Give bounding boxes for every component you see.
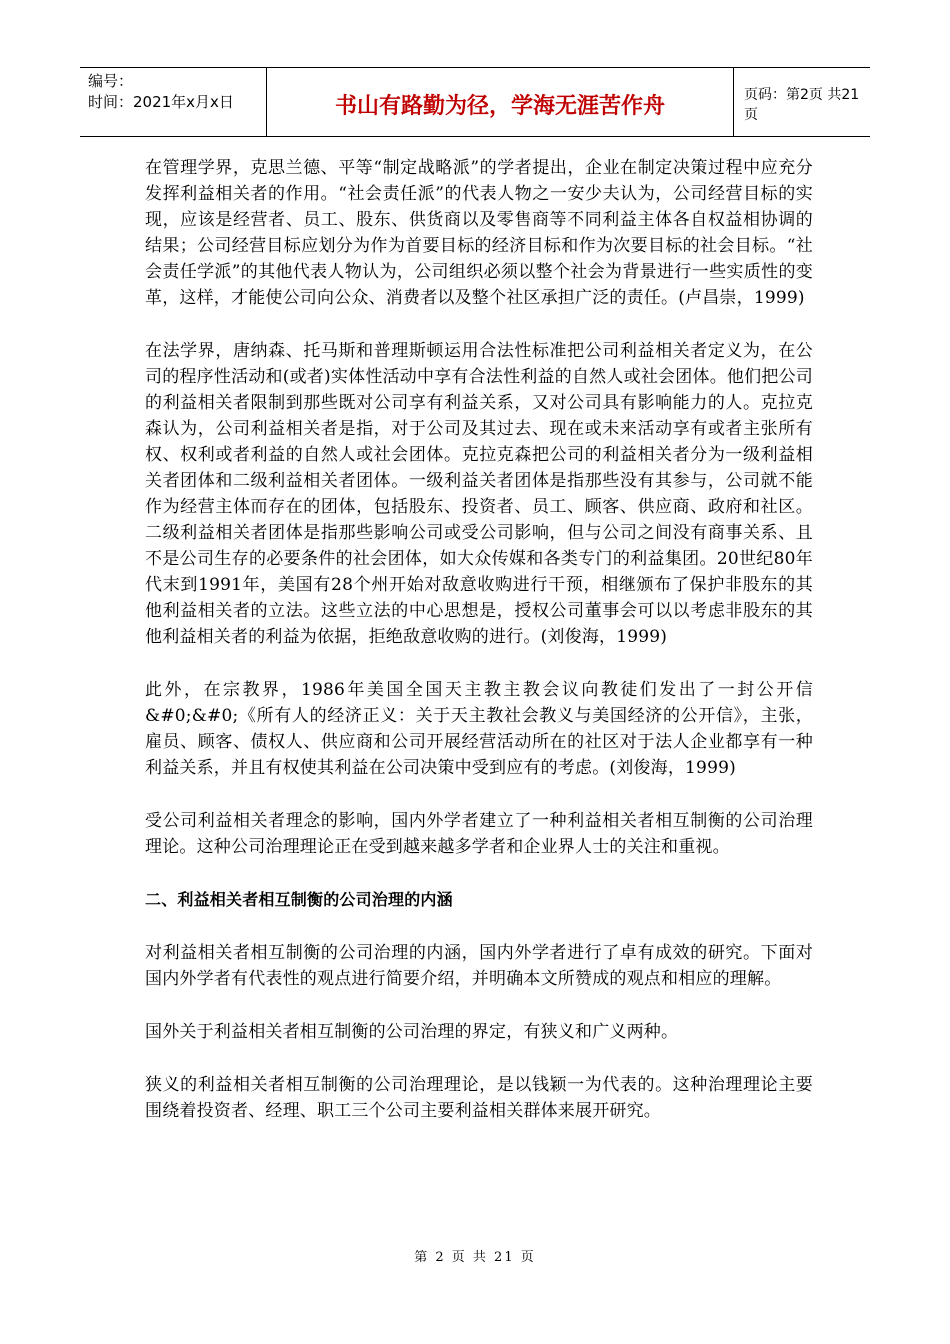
document-body bbox=[145, 155, 813, 1151]
body-paragraph: 在法学界，唐纳森、托马斯和普理斯顿运用合法性标准把公司利益相关者定义为，在公司的程序性活动和(或者)实体性活动中享有合法性利益的自然人或社会团体。他们把公司的利益相关者限制到那些既对公司享有利益关系，又对公司具有影响能力的人。克拉克森认为，公司利益相关者是指，对于公司及其过去、现在或未来活动享有或者主张所有权、权利或者利益的自然人或社会团体。克拉克森把公司的利益相关者分为一级利益相关者团体和二级利益相关者团体。一级利益关者团体是指那些没有其参与，公司就不能作为经营主体而存在的团体，包括股东、投资者、员工、顾客、供应商、政府和社区。二级利益相关者团体是指那些影响公司或受公司影响，但与公司之间没有商事关系、且不是公司生存的必要条件的社会团体，如大众传媒和各类专门的利益集团。20世纪80年代末到1991年，美国有28个州开始对敌意收购进行干预，相继颁布了保护非股东的其他利益相关者的立法。这些立法的中心思想是，授权公司董事会可以以考虑非股东的其他利益相关者的利益为依据，拒绝敌意收购的进行。(刘俊海，1999) bbox=[145, 341, 813, 647]
section-heading: 二、利益相关者相互制衡的公司治理的内涵 bbox=[145, 890, 453, 909]
document-time-label: 时间：2021年x月x日 bbox=[88, 93, 234, 111]
body-paragraph: 受公司利益相关者理念的影响，国内外学者建立了一种利益相关者相互制衡的公司治理理论。这种公司治理理论正在受到越来越多学者和企业界人士的关注和重视。 bbox=[145, 811, 813, 857]
body-paragraph: 狭义的利益相关者相互制衡的公司治理理论，是以钱颖一为代表的。这种治理理论主要围绕着投资者、经理、职工三个公司主要利益相关群体来展开研究。 bbox=[145, 1075, 813, 1121]
document-number-label: 编号： bbox=[88, 72, 134, 90]
body-paragraph: 在管理学界，克思兰德、平等“制定战略派”的学者提出，企业在制定决策过程中应充分发挥利益相关者的作用。“社会责任派”的代表人物之一安少夫认为，公司经营目标的实现，应该是经营者、员工、股东、供货商以及零售商等不同利益主体各自权益相协调的结果；公司经营目标应划分为作为首要目标的经济目标和作为次要目标的社会目标。“社会责任学派”的其他代表人物认为，公司组织必须以整个社会为背景进行一些实质性的变革，这样，才能使公司向公众、消费者以及整个社区承担广泛的责任。(卢昌崇，1999) bbox=[145, 158, 813, 308]
header-page-info: 页码：第2页 共21页 bbox=[744, 87, 860, 123]
header-meta bbox=[80, 68, 267, 136]
body-paragraph: 对利益相关者相互制衡的公司治理的内涵，国内外学者进行了卓有成效的研究。下面对国内外学者有代表性的观点进行简要介绍，并明确本文所赞成的观点和相应的理解。 bbox=[145, 943, 813, 989]
header-motto: 书山有路勤为径，学海无涯苦作舟 bbox=[267, 68, 734, 136]
page-header bbox=[80, 67, 870, 137]
body-paragraph: 国外关于利益相关者相互制衡的公司治理的界定，有狭义和广义两种。 bbox=[145, 1022, 679, 1042]
page-footer: 第 2 页 共 21 页 bbox=[414, 1250, 536, 1265]
body-paragraph: 此外，在宗教界，1986年美国全国天主教主教会议向教徒们发出了一封公开信&#0;&#0;《所有人的经济正义：关于天主教社会教义与美国经济的公开信》，主张，雇员、顾客、债权人、供应商和公司开展经营活动所在的社区对于法人企业都享有一种利益关系，并且有权使其利益在公司决策中受到应有的考虑。(刘俊海，1999) bbox=[145, 680, 813, 778]
